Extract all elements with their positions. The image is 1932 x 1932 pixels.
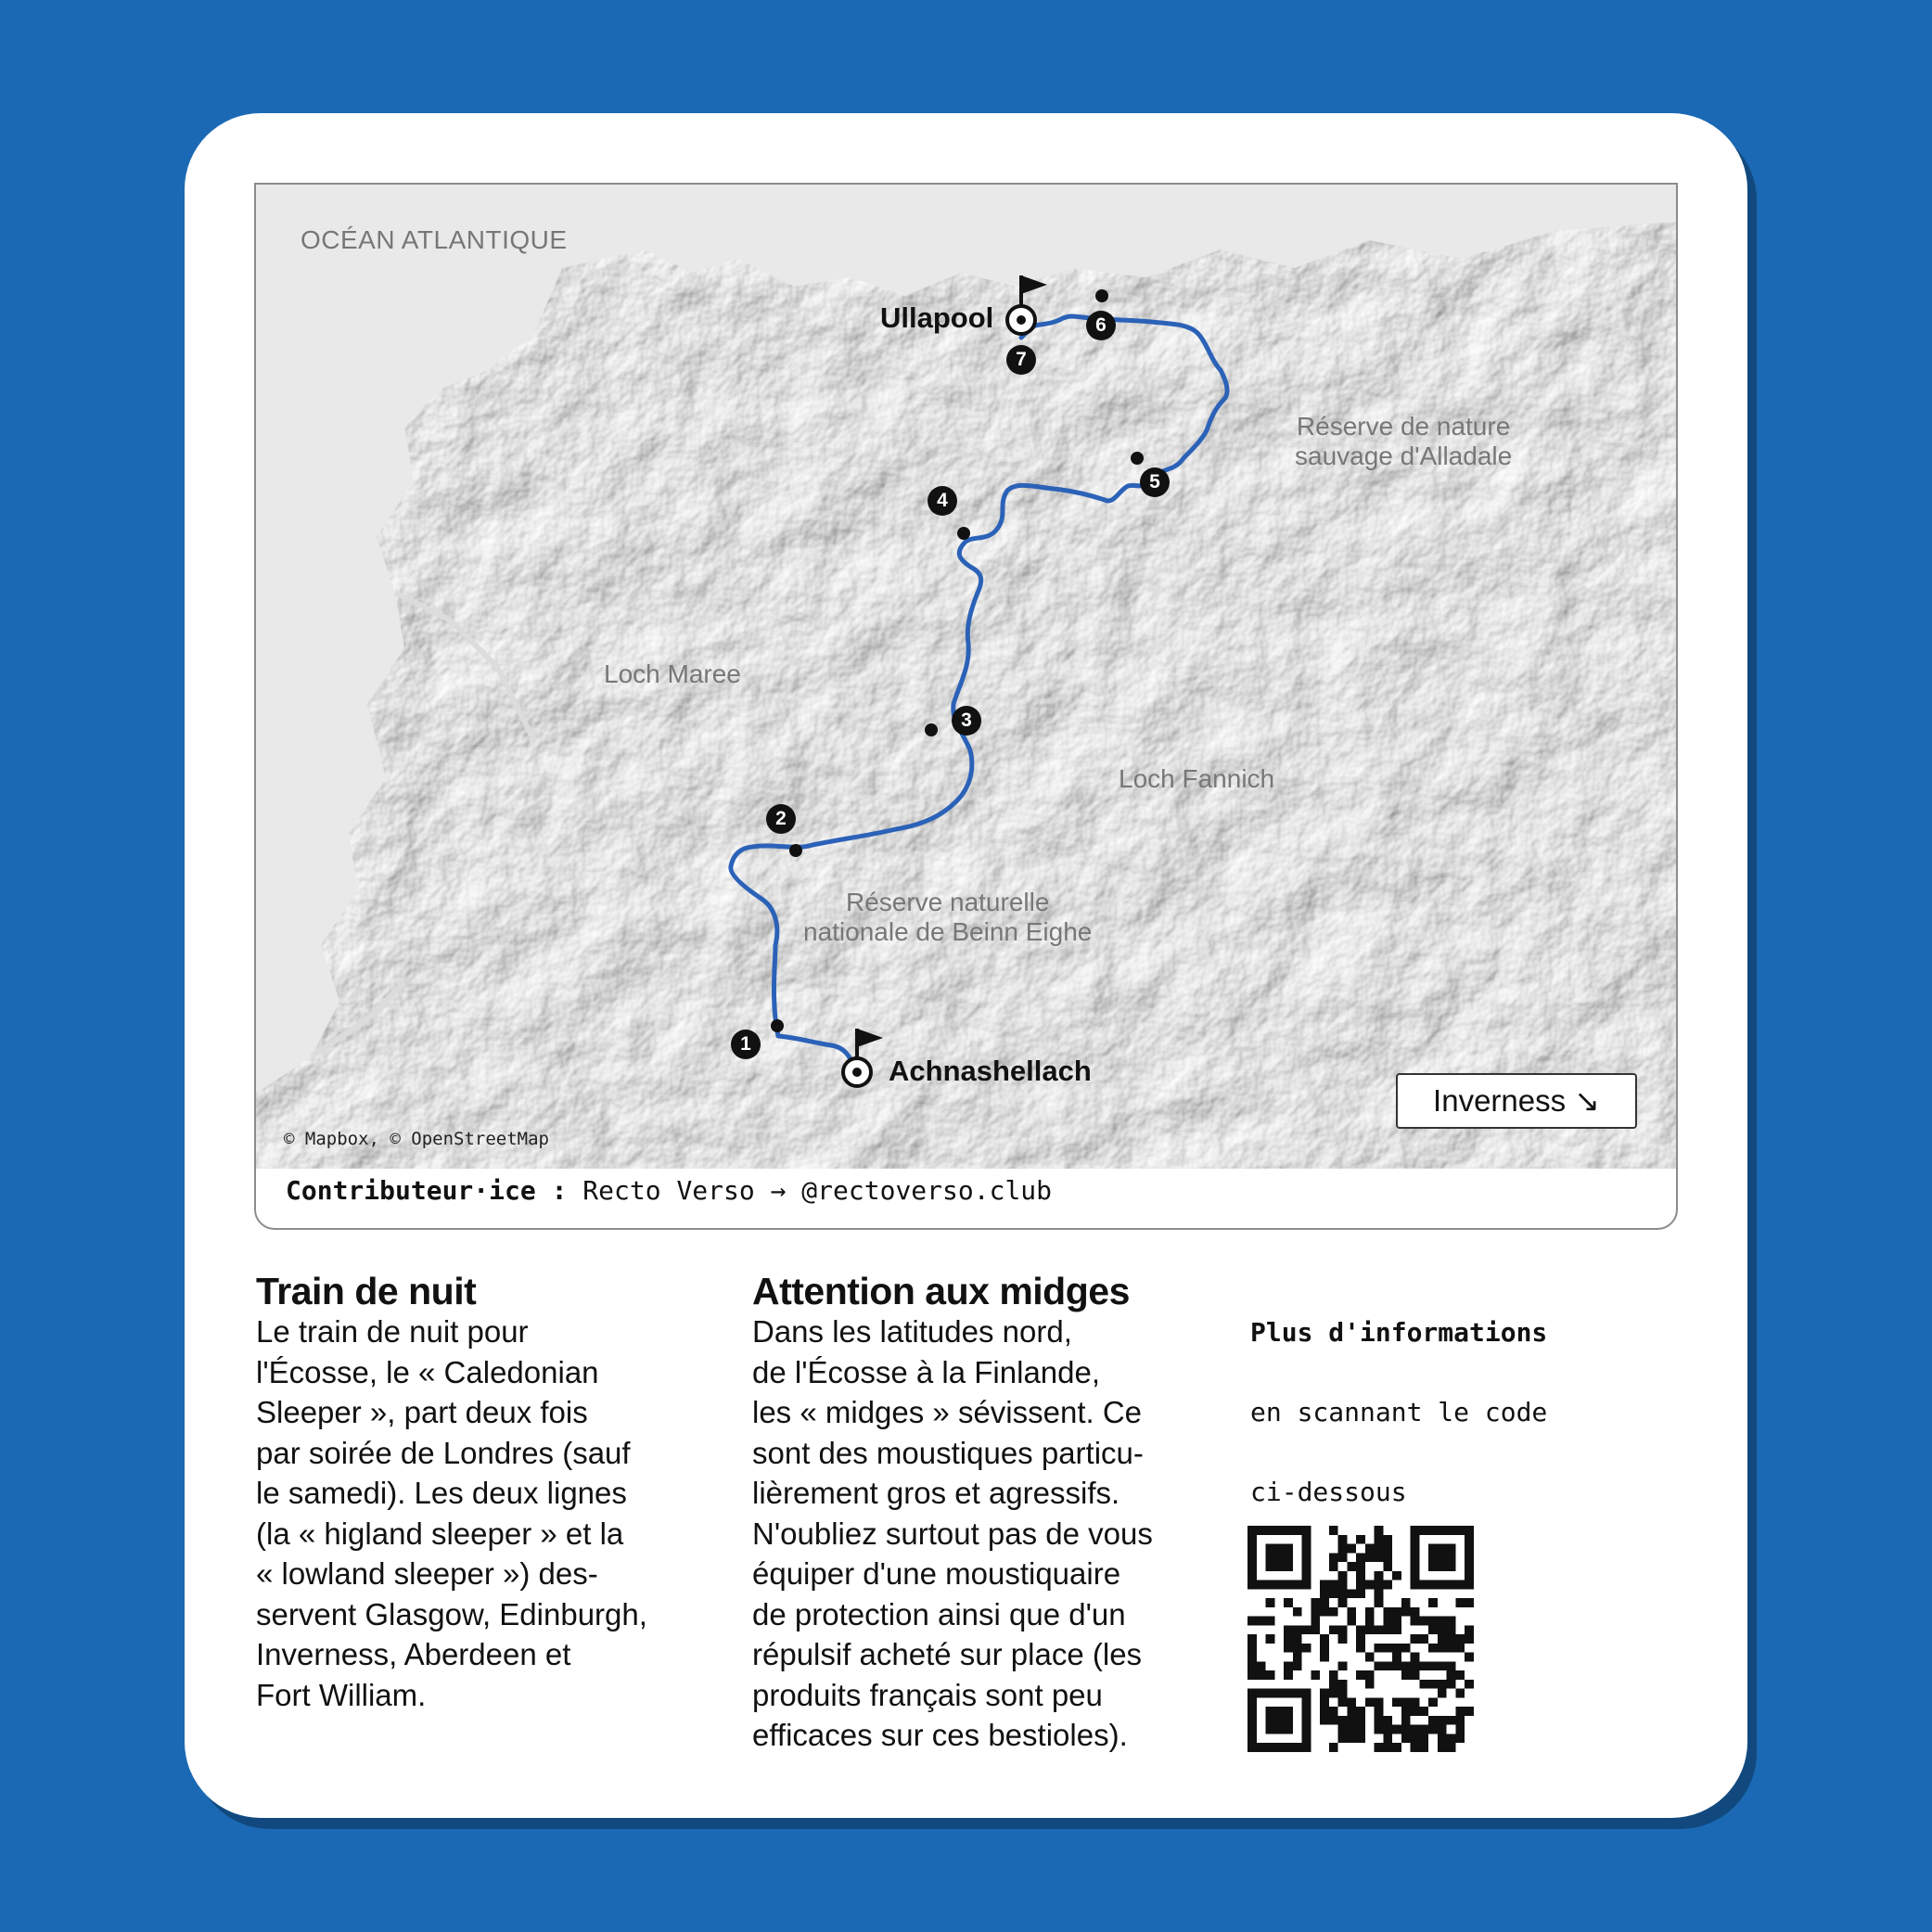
stop-marker-1: 1 <box>731 1030 761 1059</box>
stop-marker-4: 4 <box>928 486 957 516</box>
beinn-eighe-label: Réserve naturelle nationale de Beinn Eighe <box>803 888 1093 946</box>
night-train-section <box>256 1271 701 1715</box>
info-card <box>185 113 1747 1818</box>
route-dot <box>789 844 802 857</box>
midges-body: Dans les latitudes nord, de l'Écosse à la Finlande, les « midges » sévissent. Ce sont des moustiques particu- lièrement gros et agressifs. N'oubliez surtout pas de vous équiper d'une moustiquaire de protection ainsi que d'un répulsif acheté sur place (les produits français sont peu efficaces sur ces bestioles). <box>752 1314 1153 1752</box>
more-info-head: Plus d'informations <box>1250 1317 1548 1348</box>
stop-marker-7: 7 <box>1006 345 1036 375</box>
map-copyright: © Mapbox, © OpenStreetMap <box>284 1129 549 1149</box>
route-dot <box>925 723 938 736</box>
route-dot <box>957 527 970 540</box>
alladale-label: Réserve de nature sauvage d'Alladale <box>1295 412 1513 470</box>
town-ullapool: Ullapool <box>880 301 994 334</box>
map-panel <box>254 183 1678 1230</box>
stop-marker-3: 3 <box>952 706 981 736</box>
contributor-label: Contributeur·ice : <box>286 1175 568 1206</box>
more-info-line1: en scannant le code <box>1250 1397 1548 1427</box>
route-dot <box>771 1019 784 1032</box>
route-dot <box>1131 452 1144 465</box>
loch-fannich-label: Loch Fannich <box>1119 764 1275 793</box>
stop-marker-6: 6 <box>1086 311 1116 340</box>
midges-section <box>752 1271 1216 1756</box>
contributor-line <box>286 1175 1052 1206</box>
loch-maree-label: Loch Maree <box>604 659 741 688</box>
town-achnashellach: Achnashellach <box>889 1055 1092 1087</box>
qr-modules <box>1247 1526 1474 1752</box>
stop-marker-5: 5 <box>1140 467 1170 497</box>
inverness-button[interactable]: Inverness ↘ <box>1396 1073 1637 1129</box>
more-info-line2: ci-dessous <box>1250 1477 1407 1507</box>
ocean-label: OCÉAN ATLANTIQUE <box>301 225 568 254</box>
night-train-title: Train de nuit <box>256 1270 477 1312</box>
night-train-body: Le train de nuit pour l'Écosse, le « Caledonian Sleeper », part deux fois par soirée de Londres (sauf le samedi). Les deux lignes (la « higland sleeper » et la « lowland sleeper ») des- servent Glasgow, Edinburgh, Inverness, Aberdeen et Fort William. <box>256 1314 647 1712</box>
route-map[interactable] <box>256 185 1676 1169</box>
contributor-value: Recto Verso → @rectoverso.club <box>582 1175 1053 1206</box>
stop-marker-2: 2 <box>766 804 796 834</box>
qr-code[interactable] <box>1247 1526 1474 1752</box>
midges-title: Attention aux midges <box>752 1270 1130 1312</box>
route-dot <box>1095 289 1108 302</box>
